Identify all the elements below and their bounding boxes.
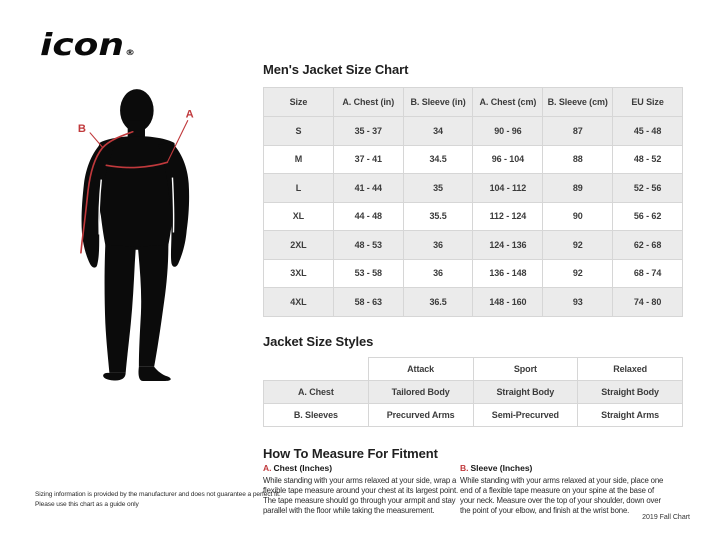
value-cell: 136 - 148 — [473, 259, 543, 288]
label-b: B — [77, 122, 86, 135]
table-row — [264, 145, 683, 174]
table-row — [264, 117, 683, 146]
size-chart-header-row — [264, 88, 683, 117]
value-cell: 88 — [543, 145, 613, 174]
styles-table — [263, 357, 683, 427]
value-cell: 93 — [543, 288, 613, 317]
measure-chest-text: While standing with your arms relaxed at your side, wrap a flexible tape measure around your chest at its largest point. The tape measure should go through your armpit and stay parallel with the floor while taking the measurement. — [263, 476, 458, 516]
value-cell: 35.5 — [403, 202, 473, 231]
value-cell: 35 — [403, 174, 473, 203]
value-cell: 52 - 56 — [613, 174, 683, 203]
row-label-cell: M — [264, 145, 334, 174]
table-row — [264, 259, 683, 288]
registered-mark: ® — [125, 48, 135, 57]
column-header: EU Size — [613, 88, 683, 117]
column-header: B. Sleeve (cm) — [543, 88, 613, 117]
value-cell: 62 - 68 — [613, 231, 683, 260]
row-label-cell: S — [264, 117, 334, 146]
table-row — [264, 288, 683, 317]
value-cell: Precurved Arms — [368, 404, 473, 427]
value-cell: 36.5 — [403, 288, 473, 317]
column-header — [264, 358, 369, 381]
row-label-cell: 2XL — [264, 231, 334, 260]
value-cell: 44 - 48 — [333, 202, 403, 231]
value-cell: 90 - 96 — [473, 117, 543, 146]
value-cell: 92 — [543, 259, 613, 288]
row-label-cell: 3XL — [264, 259, 334, 288]
column-header: Attack — [368, 358, 473, 381]
measure-chest-section — [263, 463, 459, 517]
styles-title: Jacket Size Styles — [263, 334, 374, 349]
column-header: A. Chest (cm) — [473, 88, 543, 117]
body-silhouette — [33, 84, 259, 384]
value-cell: 48 - 52 — [613, 145, 683, 174]
table-row — [264, 202, 683, 231]
table-row — [264, 381, 683, 404]
chart-version: 2019 Fall Chart — [642, 514, 690, 521]
measure-chest-label: A. Chest (Inches) — [263, 463, 333, 473]
column-header: A. Chest (in) — [333, 88, 403, 117]
size-chart-title: Men's Jacket Size Chart — [263, 62, 409, 77]
measurement-figure — [33, 84, 259, 389]
table-row — [264, 404, 683, 427]
size-chart-table — [263, 87, 683, 317]
value-cell: 37 - 41 — [333, 145, 403, 174]
label-a: A — [185, 108, 194, 121]
value-cell: 34 — [403, 117, 473, 146]
value-cell: 89 — [543, 174, 613, 203]
value-cell: Tailored Body — [368, 381, 473, 404]
sleeve-leader-line — [90, 133, 102, 147]
value-cell: 112 - 124 — [473, 202, 543, 231]
value-cell: 56 - 62 — [613, 202, 683, 231]
column-header: B. Sleeve (in) — [403, 88, 473, 117]
measure-title: How To Measure For Fitment — [263, 446, 438, 461]
row-label-cell: XL — [264, 202, 334, 231]
row-label-cell: L — [264, 174, 334, 203]
value-cell: 58 - 63 — [333, 288, 403, 317]
disclaimer-text: Sizing information is provided by the manufacturer and does not guarantee a perfect fit. Please use this chart as a guide only — [35, 491, 281, 509]
column-header: Sport — [473, 358, 578, 381]
value-cell: 45 - 48 — [613, 117, 683, 146]
row-label-cell: B. Sleeves — [264, 404, 369, 427]
value-cell: 53 - 58 — [333, 259, 403, 288]
table-row — [264, 174, 683, 203]
column-header: Relaxed — [578, 358, 683, 381]
value-cell: 36 — [403, 231, 473, 260]
value-cell: Semi-Precurved — [473, 404, 578, 427]
measure-chest-prefix: A. — [263, 463, 272, 473]
styles-header-row — [264, 358, 683, 381]
value-cell: 90 — [543, 202, 613, 231]
measure-sleeve-prefix: B. — [460, 463, 469, 473]
value-cell: 41 - 44 — [333, 174, 403, 203]
value-cell: Straight Body — [578, 381, 683, 404]
value-cell: 35 - 37 — [333, 117, 403, 146]
icon-logo — [40, 28, 135, 63]
value-cell: 104 - 112 — [473, 174, 543, 203]
value-cell: 36 — [403, 259, 473, 288]
value-cell: 148 - 160 — [473, 288, 543, 317]
value-cell: 92 — [543, 231, 613, 260]
value-cell: 48 - 53 — [333, 231, 403, 260]
value-cell: 96 - 104 — [473, 145, 543, 174]
row-label-cell: A. Chest — [264, 381, 369, 404]
value-cell: 68 - 74 — [613, 259, 683, 288]
row-label-cell: 4XL — [264, 288, 334, 317]
measure-sleeve-section — [460, 463, 668, 517]
value-cell: Straight Body — [473, 381, 578, 404]
value-cell: Straight Arms — [578, 404, 683, 427]
value-cell: 74 - 80 — [613, 288, 683, 317]
column-header: Size — [264, 88, 334, 117]
measure-sleeve-text: While standing with your arms relaxed at your side, place one end of a flexible tape measure on your spine at the base of your neck. Measure over the top of your shoulder, down over the point of your elbow, and finish at the wrist bone. — [460, 476, 664, 516]
value-cell: 34.5 — [403, 145, 473, 174]
measure-sleeve-label: B. Sleeve (Inches) — [460, 463, 533, 473]
logo-text: icon — [40, 28, 125, 63]
table-row — [264, 231, 683, 260]
value-cell: 124 - 136 — [473, 231, 543, 260]
value-cell: 87 — [543, 117, 613, 146]
